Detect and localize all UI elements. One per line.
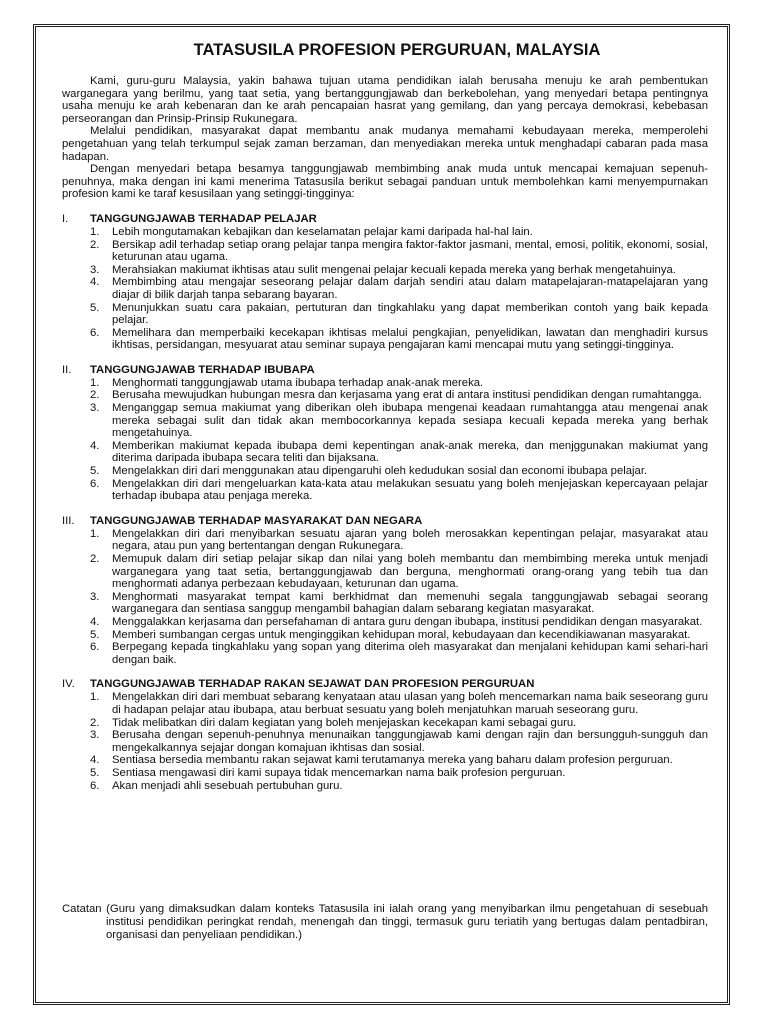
item-text: Membimbing atau mengajar seseorang pelajar dalam darjah sendiri atau dalam matapelajaran-matapelajaran yang diajar di bilik darjah tanpa sebarang bayaran.: [112, 276, 708, 301]
item-number: 6.: [90, 779, 100, 792]
list-item: [90, 389, 708, 402]
item-number: 2.: [90, 553, 100, 565]
item-text: Akan menjadi ahli sesebuah pertubuhan guru.: [112, 779, 343, 792]
item-text: Menggalakkan kerjasama dan persefahaman di antara guru dengan ibubapa, institusi pendidikan dengan masyarakat.: [112, 615, 703, 628]
item-text: Menghormati masyarakat tempat kami berkhidmat dan memenuhi segala tanggungjawab sebagai seorang warganegara dan sentiasa sanggup mengambil bahagian dalam sebarang kegiatan masyarakat.: [112, 590, 708, 616]
list-item: [90, 528, 708, 553]
list-item: [90, 591, 708, 616]
item-number: 1.: [90, 376, 100, 389]
section-number: III.: [62, 514, 75, 527]
list-item: [90, 691, 708, 716]
section-list: [62, 528, 708, 667]
item-number: 5.: [90, 766, 100, 779]
item-number: 6.: [90, 326, 100, 339]
item-number: 6.: [90, 641, 100, 654]
section-ibubapa: [62, 364, 708, 503]
section-number: I.: [62, 212, 69, 225]
item-text: Memelihara dan memperbaiki kecekapan ikhtisas melalui pengkajian, penyelidikan, lawatan dan menghadiri kursus ikhtisas, persidangan, mesyuarat atau seminar supaya pengajaran kami mencapai mutu yang setinggi-tingginya.: [112, 326, 708, 352]
item-text: Mengelakkan diri dari membuat sebarang kenyataan atau ulasan yang boleh mencemarkan nama baik seseorang guru di hadapan pelajar atau ibubapa, atau berbuat sesuatu yang boleh menjatuhkan maruah seseorang guru.: [112, 691, 708, 716]
document-body: [62, 40, 708, 792]
item-number: 2.: [90, 238, 100, 251]
item-number: 3.: [90, 590, 100, 603]
list-item: [90, 276, 708, 301]
section-rakan-sejawat: [62, 678, 708, 792]
item-number: 5.: [90, 628, 100, 641]
item-number: 5.: [90, 301, 100, 314]
item-number: 1.: [90, 691, 100, 704]
item-text: Memberi sumbangan cergas untuk menginggikan kehidupan moral, kebudayaan dan kecendikiawanan masyarakat.: [112, 628, 691, 641]
item-number: 4.: [90, 276, 100, 289]
item-text: Menganggap semua makiumat yang diberikan oleh ibubapa mengenai keadaan rumahtangga atau mengenai anak mereka sebagai sulit dan tidak akan membocorkannya kepada sesiapa kecuali kepada mereka yang berhak mengetahuinya.: [112, 402, 708, 440]
list-item: [90, 717, 708, 730]
list-item: [90, 402, 708, 440]
section-list: [62, 226, 708, 352]
item-text: Berusaha dengan sepenuh-penuhnya menunaikan tanggungjawab kami dengan rajin dan bersungguh-sungguh dan mengekalkannya sejajar dongan komajuan ikhtisas dan sosial.: [112, 729, 708, 754]
section-heading: [62, 364, 708, 377]
section-list: [62, 377, 708, 503]
section-heading: [62, 213, 708, 226]
catatan-note: Catatan (Guru yang dimaksudkan dalam konteks Tatasusila ini ialah orang yang menyibarkan ilmu pengetahuan di sesebuah institusi pendidikan peringkat rendah, menengah dan tinggi, termasuk guru teriatih yang bertugas dalam pentadbiran, organisasi dan penyeliaan pendidikan.): [62, 903, 708, 942]
list-item: [90, 226, 708, 239]
item-text: Berpegang kepada tingkahlaku yang sopan yang diterima oleh masyarakat dan menjalani kehidupan kami sehari-hari dengan baik.: [112, 641, 708, 666]
item-text: Bersikap adil terhadap setiap orang pelajar tanpa mengira faktor-faktor jasmani, mental, emosi, politik, ekonomi, sosial, keturunan atau ugama.: [112, 238, 708, 264]
item-text: Mengelakkan diri dari menggunakan atau dipengaruhi oleh kedudukan sosial dan economi ibubapa pelajar.: [112, 465, 648, 478]
section-title: TANGGUNGJAWAB TERHADAP IBUBAPA: [90, 363, 315, 376]
list-item: [90, 767, 708, 780]
list-item: [90, 264, 708, 277]
item-text: Mengelakkan diri dari mengeluarkan kata-kata atau melakukan sesuatu yang boleh menjejaskan kepercayaan pelajar terhadap ibubapa atau penjaga mereka.: [112, 477, 708, 503]
item-number: 1.: [90, 225, 100, 238]
item-number: 2.: [90, 716, 100, 729]
item-text: Lebih mongutamakan kebajikan dan keselamatan pelajar kami daripada hal-hal lain.: [112, 225, 533, 238]
item-text: Mengelakkan diri dari menyibarkan sesuatu ajaran yang boleh merosakkan kepentingan pelajar, masyarakat atau negara, atau pun yang bertentangan dengan Rukunegara.: [112, 527, 708, 553]
item-number: 6.: [90, 477, 100, 490]
list-item: [90, 239, 708, 264]
list-item: [90, 327, 708, 352]
section-heading: [62, 515, 708, 528]
item-number: 5.: [90, 465, 100, 478]
item-number: 4.: [90, 439, 100, 452]
section-title: TANGGUNGJAWAB TERHADAP RAKAN SEJAWAT DAN PROFESION PERGURUAN: [90, 678, 535, 691]
list-item: [90, 780, 708, 793]
item-text: Menghormati tanggungjawab utama ibubapa terhadap anak-anak mereka.: [112, 376, 484, 389]
intro-paragraph-2: Melalui pendidikan, masyarakat dapat membantu anak mudanya memahami kebudayaan mereka, memperolehi pengetahuan yang telah terkumpul sejak zaman berzaman, dan menyediakan mereka untuk menghadapi cabaran pada masa hadapan.: [62, 125, 708, 163]
list-item: [90, 553, 708, 591]
item-number: 3.: [90, 263, 100, 276]
item-text: Menunjukkan suatu cara pakaian, pertuturan dan tingkahlaku yang dapat memberikan contoh yang baik kepada pelajar.: [112, 301, 708, 327]
list-item: [90, 302, 708, 327]
list-item: [90, 377, 708, 390]
intro-paragraph-3: Dengan menyedari betapa besamya tanggungjawab membimbing anak muda untuk mencapai kemajuan sepenuh-penuhnya, maka dengan ini kami menerima Tatasusila berikut sebagai panduan untuk membolehkan kami menyempurnakan profesion kami ke taraf kesusilaan yang setinggi-tingginya:: [62, 163, 708, 201]
list-item: [90, 465, 708, 478]
item-text: Sentiasa bersedia membantu rakan sejawat kami terutamanya mereka yang baharu dalam profesion perguruan.: [112, 754, 673, 767]
section-number: IV.: [62, 678, 75, 691]
item-text: Tidak melibatkan diri dalam kegiatan yang boleh menjejaskan kecekapan kami sebagai guru.: [112, 716, 577, 729]
item-number: 4.: [90, 754, 100, 767]
section-masyarakat-negara: [62, 515, 708, 667]
section-title: TANGGUNGJAWAB TERHADAP PELAJAR: [90, 212, 317, 225]
item-text: Berusaha mewujudkan hubungan mesra dan kerjasama yang erat di antara institusi pendidikan dengan rumahtangga.: [112, 389, 702, 402]
section-title: TANGGUNGJAWAB TERHADAP MASYARAKAT DAN NEGARA: [90, 514, 423, 527]
section-number: II.: [62, 363, 72, 376]
section-pelajar: [62, 213, 708, 352]
section-list: [62, 691, 708, 792]
item-text: Sentiasa mengawasi diri kami supaya tidak mencemarkan nama baik profesion perguruan.: [112, 766, 566, 779]
document-title: TATASUSILA PROFESION PERGURUAN, MALAYSIA: [193, 41, 601, 59]
list-item: [90, 616, 708, 629]
list-item: [90, 641, 708, 666]
list-item: [90, 754, 708, 767]
list-item: [90, 478, 708, 503]
intro-paragraph-1: Kami, guru-guru Malaysia, yakin bahawa tujuan utama pendidikan ialah berusaha menuju ke arah pembentukan warganegara yang berilmu, yang taat setia, yang bertanggungjawab dan berkebolehan, yang menyedari betapa pentingnya usaha menuju ke arah kebenaran dan ke arah pencapaian hasrat yang gemilang, dan yang percaya demokrasi, kebebasan perseorangan dan Prinsip-Prinsip Rukunegara.: [62, 75, 708, 125]
list-item: [90, 440, 708, 465]
item-text: Memberikan makiumat kepada ibubapa demi kepentingan anak-anak mereka, dan menjggunakan makiumat yang diterima daripada ibubapa secara teliti dan bijaksana.: [112, 439, 708, 465]
list-item: [90, 729, 708, 754]
list-item: [90, 629, 708, 642]
item-text: Merahsiakan makiumat ikhtisas atau sulit mengenai pelajar kecuali kepada mereka yang berhak mengetahuinya.: [112, 263, 676, 276]
section-heading: [62, 678, 708, 691]
item-number: 3.: [90, 402, 100, 415]
item-number: 2.: [90, 389, 100, 402]
item-number: 1.: [90, 527, 100, 540]
item-number: 4.: [90, 615, 100, 628]
item-number: 3.: [90, 729, 100, 742]
item-text: Memupuk dalam diri setiap pelajar sikap dan nilai yang boleh membantu dan membimbing mereka untuk menjadi warganegara yang taat setia, bertanggungjawab dan berguna, menghormati orang-orang yang tebih tua dan menghormati adanya perbezaan kebudayaan, keturunan dan ugama.: [112, 553, 708, 591]
